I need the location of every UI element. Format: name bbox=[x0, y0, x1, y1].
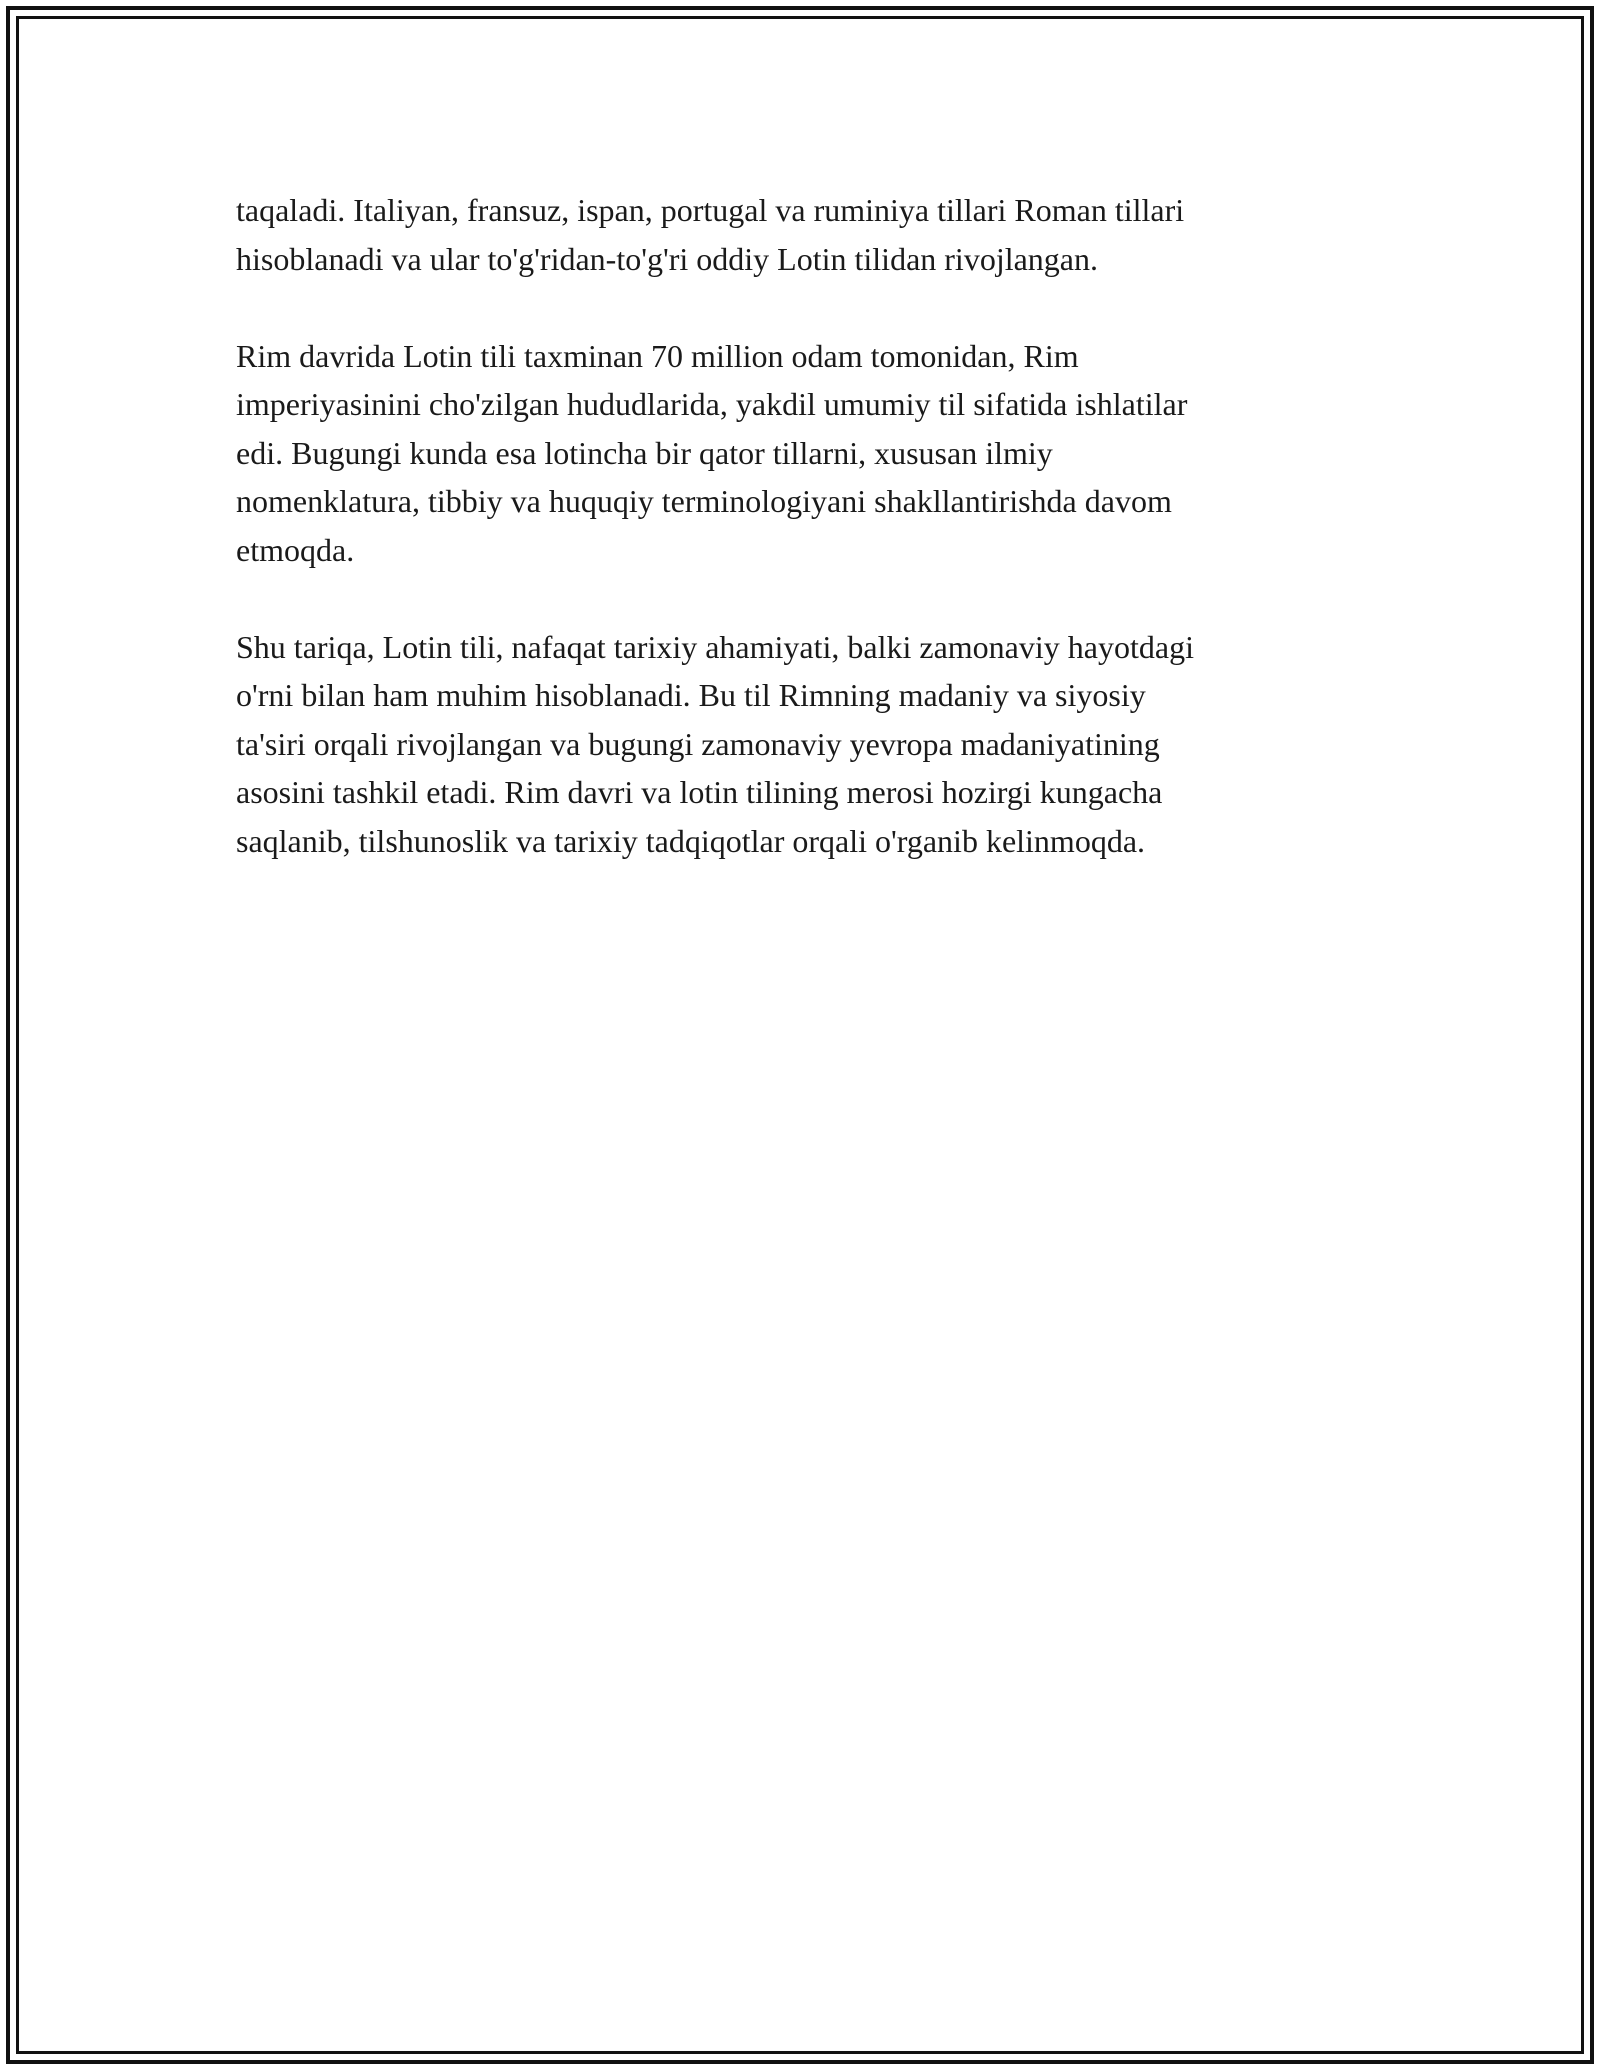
document-body bbox=[236, 186, 1356, 914]
paragraph-3: Shu tariqa, Lotin tili, nafaqat tarixiy ahamiyati, balki zamonaviy hayotdagi o'rni bilan ham muhim hisoblanadi. Bu til Rimning madaniy va siyosiy ta'siri orqali rivojlangan va bugungi zamonaviy yevropa madaniyatining asosini tashkil etadi. Rim davri va lotin tilining merosi hozirgi kungacha saqlanib, tilshunoslik va tarixiy tadqiqotlar orqali o'rganib kelinmoqda. bbox=[236, 628, 1194, 859]
paragraph-1: taqaladi. Italiyan, fransuz, ispan, portugal va ruminiya tillari Roman tillari hisoblanadi va ular to'g'ridan-to'g'ri oddiy Lotin tilidan rivojlangan. bbox=[236, 192, 1185, 277]
paragraph-2: Rim davrida Lotin tili taxminan 70 million odam tomonidan, Rim imperiyasinini cho'zilgan hududlarida, yakdil umumiy til sifatida ishlatilar edi. Bugungi kunda esa lotincha bir qator tillarni, xususan ilmiy nomenklatura, tibbiy va huquqiy terminologiyani shakllantirishda davom etmoqda. bbox=[236, 337, 1188, 568]
